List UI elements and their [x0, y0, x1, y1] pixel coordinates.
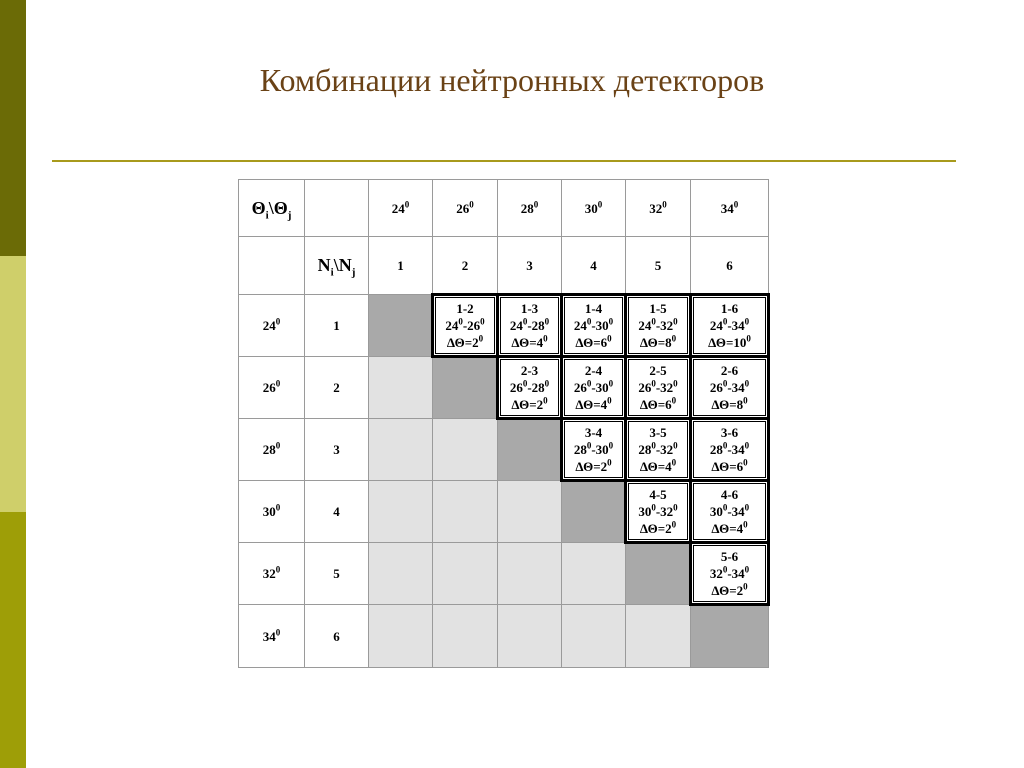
n-corner-label-sep: \N: [333, 255, 352, 275]
pair-label: 1-2: [456, 301, 474, 316]
pair-delta-theta: [563, 334, 624, 351]
diagonal-cell: [433, 357, 498, 419]
theta-corner-label-sep: \Θ: [268, 197, 288, 218]
pair-cell: [691, 543, 769, 605]
degree-mark: 0: [744, 440, 750, 451]
degree-mark: 0: [275, 502, 281, 513]
detector-row: [239, 605, 769, 668]
pair-angle-range: [627, 441, 689, 458]
pair-cell: [626, 481, 691, 543]
range-dash: -: [727, 566, 732, 581]
pair-delta-theta: [563, 458, 624, 475]
row-number-header: 6: [305, 605, 369, 668]
row-angle-value: 34: [262, 628, 276, 644]
pair-cell: [562, 419, 626, 481]
degree-mark: 0: [608, 316, 614, 327]
pair-angle-from: 30: [709, 504, 723, 519]
degree-mark: 0: [744, 564, 750, 575]
degree-mark: 0: [607, 333, 612, 344]
pair-angle-range: [499, 317, 560, 334]
pair-angle-to: 34: [731, 380, 745, 395]
empty-cell: [369, 605, 433, 668]
degree-mark: 0: [275, 440, 281, 451]
pair-angle-range: [692, 379, 767, 396]
column-angle-header: [691, 180, 769, 237]
pair-angle-range: [692, 503, 767, 520]
n-corner-label: [317, 255, 356, 279]
slide-title: Комбинации нейтронных детекторов: [259, 62, 765, 98]
delta-theta-value: ΔΘ=6: [639, 397, 672, 412]
pair-angle-to: 34: [731, 442, 745, 457]
delta-theta-value: ΔΘ=4: [511, 335, 544, 350]
pair-cell: [562, 295, 626, 357]
empty-cell: [369, 419, 433, 481]
degree-mark: 0: [673, 378, 678, 389]
pair-angle-from: 26: [509, 380, 523, 395]
delta-theta-value: ΔΘ=8: [711, 397, 744, 412]
empty-cell: [369, 543, 433, 605]
delta-theta-value: ΔΘ=10: [708, 335, 747, 350]
degree-mark: 0: [608, 378, 614, 389]
diagonal-cell: [562, 481, 626, 543]
pair-label: 1-3: [520, 301, 539, 316]
n-corner-label-i: i: [330, 266, 334, 279]
degree-mark: 0: [544, 378, 550, 389]
pair-angle-range: [692, 317, 767, 334]
detector-row: [239, 543, 769, 605]
pair-cell: [626, 295, 691, 357]
degree-mark: 0: [743, 519, 748, 530]
pair-cell: [691, 357, 769, 419]
pair-delta-theta: [499, 334, 560, 351]
pair-angle-to: 30: [595, 318, 609, 333]
degree-mark: 0: [608, 440, 614, 451]
empty-cell: [498, 543, 562, 605]
pair-angle-to: 32: [660, 380, 674, 395]
detector-row: [239, 481, 769, 543]
pair-angle-to: 32: [660, 504, 674, 519]
diagonal-cell: [498, 419, 562, 481]
pair-angle-range: [563, 441, 624, 458]
pair-angle-from: 24: [509, 318, 523, 333]
pair-angle-range: [563, 379, 624, 396]
delta-theta-value: ΔΘ=2: [511, 397, 544, 412]
degree-mark: 0: [746, 333, 751, 344]
theta-corner-label-i: i: [265, 209, 269, 222]
empty-cell: [433, 419, 498, 481]
degree-mark: 0: [722, 502, 728, 513]
pair-angle-range: [627, 379, 689, 396]
range-dash: -: [527, 380, 532, 395]
row-angle-header: [239, 481, 305, 543]
theta-corner-label-j: j: [287, 209, 292, 222]
degree-mark: 0: [586, 316, 592, 327]
degree-mark: 0: [722, 316, 728, 327]
degree-mark: 0: [671, 395, 677, 406]
row-number-header: 5: [305, 543, 369, 605]
row-angle-value: 32: [262, 566, 276, 581]
degree-mark: 0: [673, 502, 678, 513]
detector-combinations-table: [238, 179, 770, 668]
pair-delta-theta: [692, 582, 767, 599]
row-angle-header: [239, 543, 305, 605]
degree-mark: 0: [478, 333, 484, 344]
degree-mark: 0: [275, 316, 281, 327]
range-dash: -: [527, 318, 532, 333]
range-dash: -: [727, 504, 732, 519]
detector-row: [239, 419, 769, 481]
row-angle-header: [239, 295, 305, 357]
pair-delta-theta: [692, 458, 767, 475]
degree-mark: 0: [607, 395, 612, 406]
row-angle-value: 30: [262, 504, 276, 519]
degree-mark: 0: [722, 440, 728, 451]
pair-label: 3-6: [720, 425, 739, 440]
delta-theta-value: ΔΘ=6: [711, 459, 744, 474]
degree-mark: 0: [533, 199, 539, 210]
degree-mark: 0: [458, 316, 463, 327]
pair-label: 4-6: [720, 487, 739, 502]
row-number-header: 1: [305, 295, 369, 357]
row-number-header: 2: [305, 357, 369, 419]
pair-angle-range: [499, 379, 560, 396]
detector-row: [239, 357, 769, 419]
degree-mark: 0: [651, 440, 656, 451]
delta-theta-value: ΔΘ=2: [711, 583, 744, 598]
pair-angle-to: 28: [531, 318, 545, 333]
range-dash: -: [655, 318, 661, 333]
corner-n-cell: [305, 237, 369, 295]
column-angle-value: 24: [391, 200, 405, 216]
degree-mark: 0: [733, 199, 739, 210]
row-angle-value: 28: [262, 442, 276, 457]
title-divider: [52, 160, 956, 162]
degree-mark: 0: [543, 395, 548, 406]
range-dash: -: [727, 380, 732, 395]
sidebar-decor-top: [0, 0, 26, 256]
degree-mark: 0: [722, 378, 728, 389]
pair-label: 2-5: [649, 363, 667, 378]
empty-cell: [369, 357, 433, 419]
row-angle-header: [239, 605, 305, 668]
empty-cell: [498, 605, 562, 668]
pair-cell: [626, 357, 691, 419]
empty-cell: [562, 605, 626, 668]
delta-theta-value: ΔΘ=4: [711, 521, 744, 536]
empty-cell: [433, 481, 498, 543]
degree-mark: 0: [743, 581, 748, 592]
pair-angle-to: 32: [660, 318, 674, 333]
pair-label: 1-5: [649, 301, 667, 316]
degree-mark: 0: [522, 316, 528, 327]
pair-cell: [691, 295, 769, 357]
pair-angle-from: 28: [709, 442, 723, 457]
degree-mark: 0: [673, 440, 678, 451]
delta-theta-value: ΔΘ=4: [639, 459, 672, 474]
degree-mark: 0: [651, 378, 656, 389]
pair-delta-theta: [627, 458, 689, 475]
header-angle-row: [239, 180, 769, 237]
corner-theta-cell: [239, 180, 305, 237]
range-dash: -: [591, 318, 596, 333]
column-number-header: 6: [691, 237, 769, 295]
row-angle-header: [239, 419, 305, 481]
degree-mark: 0: [651, 316, 656, 327]
degree-mark: 0: [522, 378, 528, 389]
range-dash: -: [655, 442, 661, 457]
column-angle-value: 32: [649, 200, 663, 216]
pair-label: 2-6: [720, 363, 739, 378]
column-number-header: 4: [562, 237, 626, 295]
degree-mark: 0: [744, 502, 750, 513]
pair-angle-from: 24: [573, 318, 587, 333]
pair-label: 3-5: [649, 425, 667, 440]
degree-mark: 0: [586, 440, 592, 451]
column-angle-value: 26: [456, 200, 470, 216]
degree-mark: 0: [607, 457, 612, 468]
pair-label: 1-6: [720, 301, 739, 316]
pair-delta-theta: [434, 334, 496, 351]
degree-mark: 0: [469, 199, 474, 210]
delta-theta-value: ΔΘ=2: [575, 459, 608, 474]
empty-header-cell: [305, 180, 369, 237]
pair-delta-theta: [627, 334, 689, 351]
column-angle-header: [626, 180, 691, 237]
degree-mark: 0: [743, 457, 748, 468]
pair-angle-from: 28: [638, 442, 652, 457]
pair-cell: [562, 357, 626, 419]
degree-mark: 0: [662, 199, 667, 210]
row-angle-value: 24: [262, 318, 276, 333]
column-number-header: 2: [433, 237, 498, 295]
delta-theta-value: ΔΘ=2: [446, 335, 479, 350]
degree-mark: 0: [671, 333, 677, 344]
pair-cell: [626, 419, 691, 481]
pair-angle-from: 26: [709, 380, 723, 395]
degree-mark: 0: [275, 378, 281, 389]
pair-cell: [498, 357, 562, 419]
pair-cell: [691, 419, 769, 481]
column-angle-value: 30: [584, 200, 598, 216]
pair-angle-from: 24: [445, 318, 459, 333]
pair-angle-range: [627, 503, 689, 520]
n-corner-label-j: j: [351, 266, 356, 279]
range-dash: -: [727, 442, 732, 457]
pair-angle-range: [627, 317, 689, 334]
empty-cell: [498, 481, 562, 543]
diagonal-cell: [691, 605, 769, 668]
theta-corner-label-base: Θ: [251, 197, 266, 218]
delta-theta-value: ΔΘ=4: [575, 397, 608, 412]
range-dash: -: [655, 504, 661, 519]
pair-delta-theta: [627, 396, 689, 413]
delta-theta-value: ΔΘ=8: [639, 335, 672, 350]
theta-corner-label: [251, 197, 292, 222]
degree-mark: 0: [744, 378, 750, 389]
degree-mark: 0: [275, 627, 281, 638]
column-number-header: 5: [626, 237, 691, 295]
pair-angle-range: [563, 317, 624, 334]
delta-theta-value: ΔΘ=2: [639, 521, 672, 536]
range-dash: -: [591, 442, 596, 457]
pair-angle-to: 34: [731, 566, 745, 581]
column-angle-header: [369, 180, 433, 237]
column-number-header: 3: [498, 237, 562, 295]
column-angle-value: 34: [720, 200, 734, 216]
row-angle-header: [239, 357, 305, 419]
pair-delta-theta: [563, 396, 624, 413]
empty-cell: [433, 605, 498, 668]
pair-angle-range: [434, 317, 496, 334]
empty-cell: [369, 481, 433, 543]
pair-cell: [691, 481, 769, 543]
sidebar-decor-bottom: [0, 512, 26, 768]
range-dash: -: [655, 380, 661, 395]
pair-angle-from: 24: [638, 318, 652, 333]
pair-angle-range: [692, 441, 767, 458]
column-angle-value: 28: [520, 200, 534, 216]
diagonal-cell: [626, 543, 691, 605]
row-number-header: 4: [305, 481, 369, 543]
pair-angle-to: 34: [731, 504, 745, 519]
pair-angle-to: 34: [731, 318, 745, 333]
degree-mark: 0: [744, 316, 750, 327]
degree-mark: 0: [597, 199, 603, 210]
header-number-row: [239, 237, 769, 295]
column-number-header: 1: [369, 237, 433, 295]
pair-cell: [498, 295, 562, 357]
pair-angle-to: 30: [595, 380, 609, 395]
pair-angle-from: 28: [573, 442, 587, 457]
pair-angle-to: 32: [660, 442, 674, 457]
degree-mark: 0: [673, 316, 678, 327]
pair-delta-theta: [692, 334, 767, 351]
degree-mark: 0: [543, 333, 548, 344]
pair-label: 5-6: [720, 549, 739, 564]
pair-angle-from: 30: [638, 504, 652, 519]
degree-mark: 0: [275, 564, 281, 575]
pair-label: 2-4: [584, 363, 603, 378]
pair-label: 3-4: [584, 425, 603, 440]
degree-mark: 0: [722, 564, 728, 575]
pair-angle-to: 26: [467, 318, 481, 333]
degree-mark: 0: [404, 199, 410, 210]
sidebar-decor-middle: [0, 256, 26, 512]
pair-angle-range: [692, 565, 767, 582]
row-number-header: 3: [305, 419, 369, 481]
pair-delta-theta: [627, 520, 689, 537]
column-angle-header: [562, 180, 626, 237]
pair-delta-theta: [692, 396, 767, 413]
degree-mark: 0: [480, 316, 485, 327]
pair-angle-from: 26: [573, 380, 587, 395]
pair-label: 1-4: [584, 301, 603, 316]
degree-mark: 0: [743, 395, 748, 406]
range-dash: -: [591, 380, 596, 395]
pair-angle-from: 32: [709, 566, 723, 581]
degree-mark: 0: [586, 378, 592, 389]
pair-angle-from: 24: [709, 318, 723, 333]
pair-angle-to: 30: [595, 442, 609, 457]
empty-cell: [433, 543, 498, 605]
empty-cell: [626, 605, 691, 668]
pair-label: 4-5: [649, 487, 667, 502]
empty-header-cell: [239, 237, 305, 295]
column-angle-header: [498, 180, 562, 237]
empty-cell: [562, 543, 626, 605]
range-dash: -: [462, 318, 468, 333]
column-angle-header: [433, 180, 498, 237]
degree-mark: 0: [544, 316, 550, 327]
pair-delta-theta: [692, 520, 767, 537]
detector-row: [239, 295, 769, 357]
pair-angle-from: 26: [638, 380, 652, 395]
row-angle-value: 26: [262, 380, 276, 395]
degree-mark: 0: [651, 502, 656, 513]
delta-theta-value: ΔΘ=6: [575, 335, 608, 350]
degree-mark: 0: [671, 457, 677, 468]
pair-cell: [433, 295, 498, 357]
pair-angle-to: 28: [531, 380, 545, 395]
diagonal-cell: [369, 295, 433, 357]
pair-label: 2-3: [520, 363, 539, 378]
range-dash: -: [727, 318, 732, 333]
pair-delta-theta: [499, 396, 560, 413]
degree-mark: 0: [671, 519, 677, 530]
n-corner-label-base: N: [317, 255, 331, 275]
